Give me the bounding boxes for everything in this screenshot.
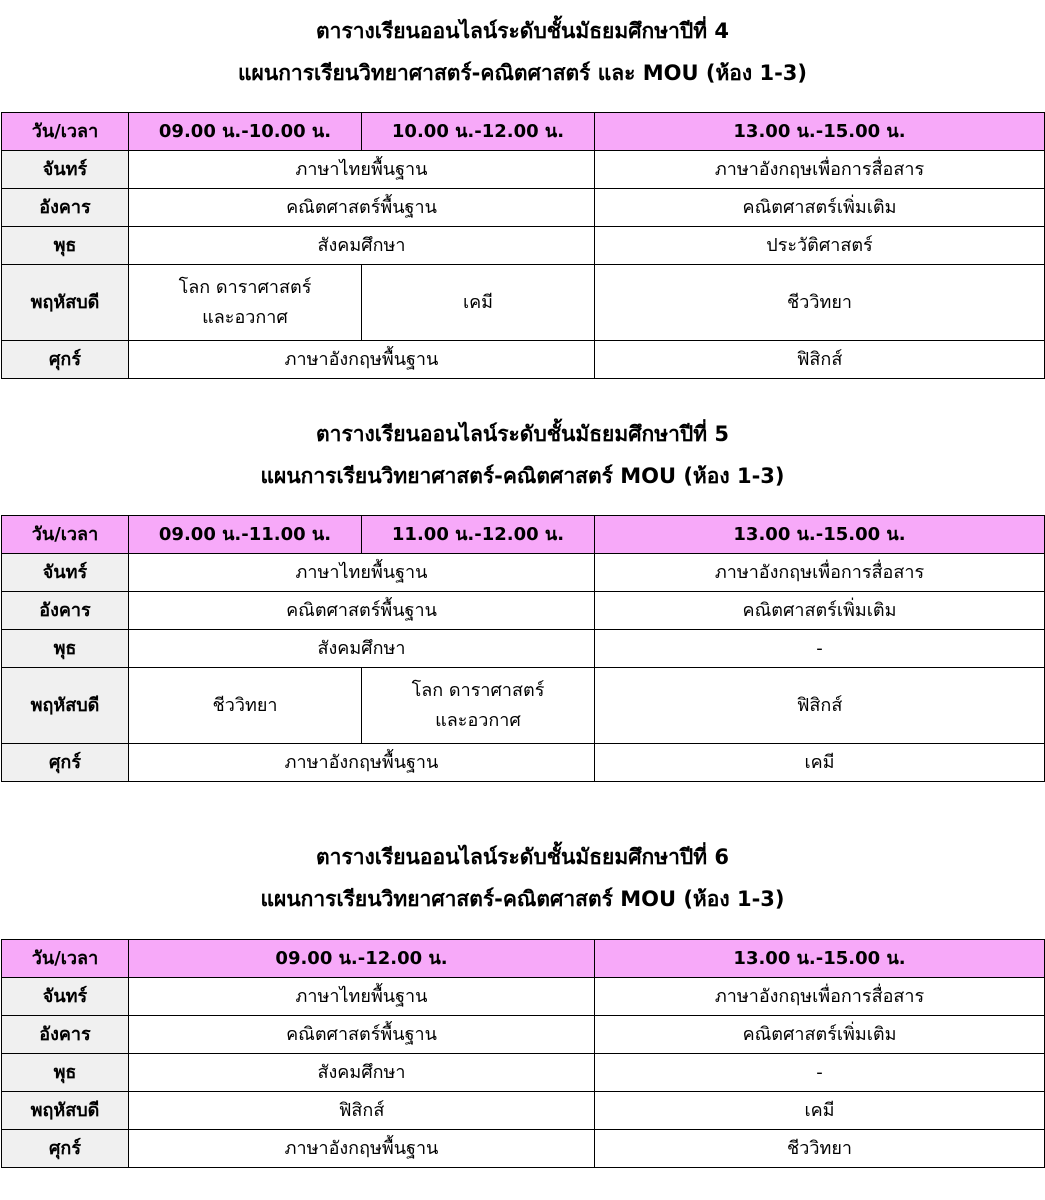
table-row — [2, 341, 1045, 379]
day-cell: ศุกร์ — [2, 744, 129, 782]
schedule-subtitle-m4: แผนการเรียนวิทยาศาสตร์-คณิตศาสตร์ และ MOU (ห้อง 1-3) — [238, 61, 807, 85]
subject-cell: ภาษาไทยพื้นฐาน — [129, 978, 595, 1016]
subject-cell: - — [595, 630, 1045, 668]
subject-cell: ภาษาอังกฤษเพื่อการสื่อสาร — [595, 978, 1045, 1016]
subject-cell: ชีววิทยา — [595, 265, 1045, 341]
header-cell: 10.00 น.-12.00 น. — [362, 113, 595, 151]
subject-cell — [129, 265, 362, 341]
day-cell: จันทร์ — [2, 978, 129, 1016]
subject-cell: ภาษาไทยพื้นฐาน — [129, 151, 595, 189]
subject-cell: คณิตศาสตร์พื้นฐาน — [129, 592, 595, 630]
table-header-row — [2, 113, 1045, 151]
day-cell: ศุกร์ — [2, 341, 129, 379]
subject-cell: คณิตศาสตร์เพิ่มเติม — [595, 1016, 1045, 1054]
subject-cell: - — [595, 1054, 1045, 1092]
header-cell: 09.00 น.-12.00 น. — [129, 940, 595, 978]
subject-line: และอวกาศ — [202, 306, 288, 328]
schedule-title-m6: ตารางเรียนออนไลน์ระดับชั้นมัธยมศึกษาปีที่ 6 — [316, 845, 729, 869]
subject-cell: เคมี — [362, 265, 595, 341]
subject-cell: เคมี — [595, 1092, 1045, 1130]
subject-cell: ภาษาไทยพื้นฐาน — [129, 554, 595, 592]
day-cell: อังคาร — [2, 1016, 129, 1054]
subject-cell: ชีววิทยา — [129, 668, 362, 744]
subject-cell: สังคมศึกษา — [129, 630, 595, 668]
day-cell: อังคาร — [2, 189, 129, 227]
day-cell: พฤหัสบดี — [2, 1092, 129, 1130]
subject-cell: สังคมศึกษา — [129, 1054, 595, 1092]
header-cell: 13.00 น.-15.00 น. — [595, 113, 1045, 151]
subject-cell: ภาษาอังกฤษพื้นฐาน — [129, 341, 595, 379]
day-cell: พุธ — [2, 227, 129, 265]
header-cell: วัน/เวลา — [2, 516, 129, 554]
table-header-row — [2, 516, 1045, 554]
day-cell: พุธ — [2, 630, 129, 668]
day-cell: พฤหัสบดี — [2, 265, 129, 341]
subject-cell: ฟิสิกส์ — [595, 668, 1045, 744]
day-cell: จันทร์ — [2, 554, 129, 592]
table-header-row — [2, 940, 1045, 978]
header-cell: วัน/เวลา — [2, 113, 129, 151]
table-row — [2, 1130, 1045, 1168]
table-row — [2, 554, 1045, 592]
subject-cell: ฟิสิกส์ — [129, 1092, 595, 1130]
header-cell: 11.00 น.-12.00 น. — [362, 516, 595, 554]
subject-cell: ภาษาอังกฤษเพื่อการสื่อสาร — [595, 151, 1045, 189]
subject-line: โลก ดาราศาสตร์ — [411, 679, 545, 701]
schedule-table-m5 — [1, 515, 1045, 782]
subject-cell: ชีววิทยา — [595, 1130, 1045, 1168]
table-row — [2, 1092, 1045, 1130]
subject-cell: ภาษาอังกฤษพื้นฐาน — [129, 1130, 595, 1168]
table-row — [2, 1016, 1045, 1054]
table-row — [2, 668, 1045, 744]
table-row — [2, 227, 1045, 265]
table-row — [2, 1054, 1045, 1092]
header-cell: 13.00 น.-15.00 น. — [595, 516, 1045, 554]
header-cell: วัน/เวลา — [2, 940, 129, 978]
table-row — [2, 744, 1045, 782]
day-cell: ศุกร์ — [2, 1130, 129, 1168]
subject-cell: คณิตศาสตร์พื้นฐาน — [129, 1016, 595, 1054]
schedule-subtitle-m6: แผนการเรียนวิทยาศาสตร์-คณิตศาสตร์ MOU (ห้อง 1-3) — [260, 887, 785, 911]
day-cell: จันทร์ — [2, 151, 129, 189]
schedule-table-m6 — [1, 939, 1045, 1168]
day-cell: พฤหัสบดี — [2, 668, 129, 744]
table-row — [2, 189, 1045, 227]
schedule-subtitle-m5: แผนการเรียนวิทยาศาสตร์-คณิตศาสตร์ MOU (ห้อง 1-3) — [260, 464, 785, 488]
header-cell: 09.00 น.-11.00 น. — [129, 516, 362, 554]
header-cell: 09.00 น.-10.00 น. — [129, 113, 362, 151]
subject-cell: ฟิสิกส์ — [595, 341, 1045, 379]
subject-line: โลก ดาราศาสตร์ — [178, 276, 312, 298]
table-row — [2, 630, 1045, 668]
schedule-title-m5: ตารางเรียนออนไลน์ระดับชั้นมัธยมศึกษาปีที่ 5 — [316, 422, 729, 446]
table-row — [2, 151, 1045, 189]
subject-line: และอวกาศ — [435, 709, 521, 731]
header-cell: 13.00 น.-15.00 น. — [595, 940, 1045, 978]
subject-cell: คณิตศาสตร์พื้นฐาน — [129, 189, 595, 227]
subject-cell: คณิตศาสตร์เพิ่มเติม — [595, 189, 1045, 227]
subject-cell: ภาษาอังกฤษเพื่อการสื่อสาร — [595, 554, 1045, 592]
schedule-table-m4 — [1, 112, 1045, 379]
subject-cell — [362, 668, 595, 744]
subject-cell: ภาษาอังกฤษพื้นฐาน — [129, 744, 595, 782]
table-row — [2, 978, 1045, 1016]
subject-cell: สังคมศึกษา — [129, 227, 595, 265]
day-cell: พุธ — [2, 1054, 129, 1092]
schedule-title-m4: ตารางเรียนออนไลน์ระดับชั้นมัธยมศึกษาปีที่ 4 — [316, 19, 729, 43]
subject-cell: คณิตศาสตร์เพิ่มเติม — [595, 592, 1045, 630]
table-row — [2, 265, 1045, 341]
day-cell: อังคาร — [2, 592, 129, 630]
subject-cell: ประวัติศาสตร์ — [595, 227, 1045, 265]
subject-cell: เคมี — [595, 744, 1045, 782]
table-row — [2, 592, 1045, 630]
